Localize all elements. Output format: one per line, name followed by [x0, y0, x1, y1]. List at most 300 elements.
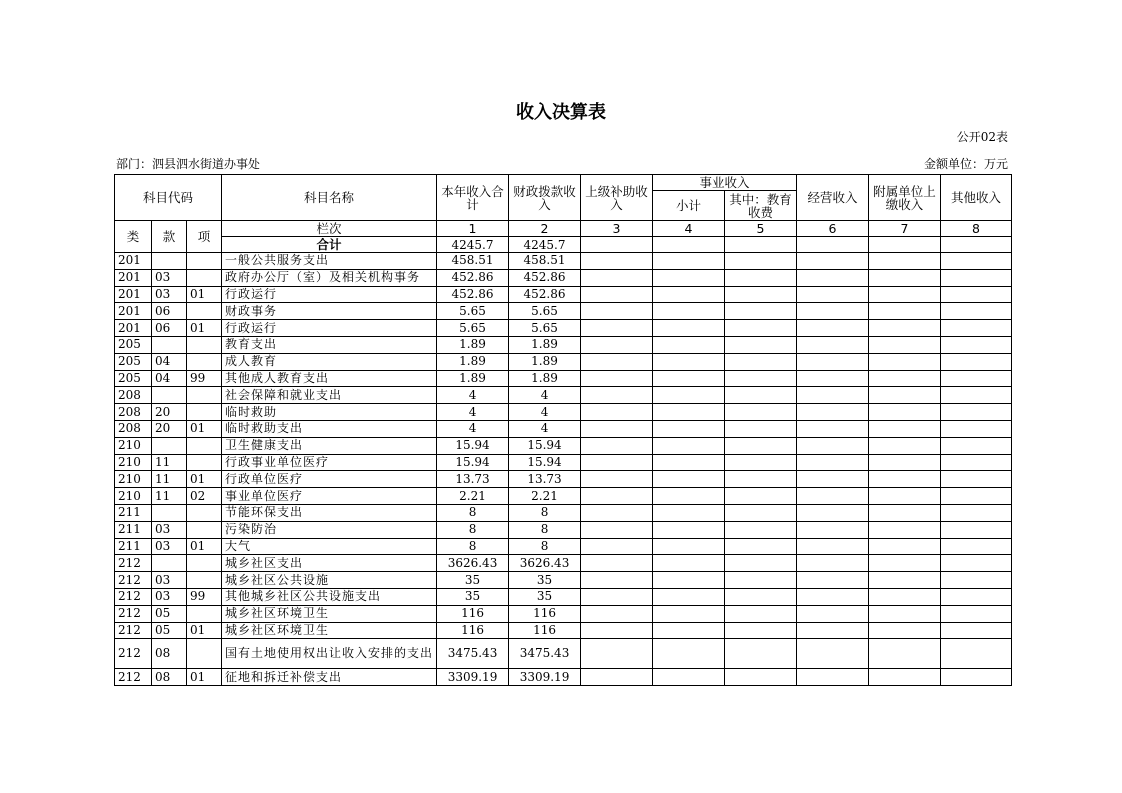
cell-kuan: 06 — [152, 303, 187, 320]
cell-lei: 212 — [115, 639, 152, 669]
table-row — [115, 286, 1012, 303]
cell-empty — [725, 404, 797, 421]
cell-empty — [797, 454, 869, 471]
col-no-2: 2 — [509, 221, 581, 237]
cell-empty — [581, 488, 653, 505]
cell-annual-total: 5.65 — [437, 320, 509, 337]
table-row — [115, 387, 1012, 404]
page-title: 收入决算表 — [516, 102, 606, 123]
cell-name: 卫生健康支出 — [222, 437, 437, 454]
cell-fiscal: 1.89 — [509, 370, 581, 387]
cell-fiscal: 4 — [509, 404, 581, 421]
cell-kuan: 11 — [152, 471, 187, 488]
table-row — [115, 622, 1012, 639]
cell-empty — [581, 454, 653, 471]
cell-xiang — [187, 437, 222, 454]
cell-lei: 212 — [115, 622, 152, 639]
cell-empty — [725, 639, 797, 669]
cell-empty — [581, 521, 653, 538]
cell-empty — [869, 488, 941, 505]
table-row — [115, 605, 1012, 622]
cell-empty — [941, 420, 1012, 437]
cell-annual-total: 35 — [437, 572, 509, 589]
cell-empty — [869, 437, 941, 454]
cell-empty — [653, 669, 725, 686]
table-row — [115, 437, 1012, 454]
cell-empty — [797, 404, 869, 421]
cell-empty — [653, 303, 725, 320]
col-no-3: 3 — [581, 221, 653, 237]
cell-empty — [869, 538, 941, 555]
cell-name: 事业单位医疗 — [222, 488, 437, 505]
cell-annual-total: 13.73 — [437, 471, 509, 488]
cell-kuan: 20 — [152, 420, 187, 437]
cell-empty — [869, 588, 941, 605]
cell-xiang — [187, 639, 222, 669]
cell-fiscal: 116 — [509, 605, 581, 622]
table-row — [115, 488, 1012, 505]
cell-empty — [725, 605, 797, 622]
cell-empty — [725, 286, 797, 303]
table-row — [115, 320, 1012, 337]
cell-empty — [869, 320, 941, 337]
cell-empty — [869, 303, 941, 320]
cell-empty — [797, 588, 869, 605]
cell-empty — [725, 588, 797, 605]
cell-empty — [725, 538, 797, 555]
cell-empty — [725, 320, 797, 337]
cell-empty — [581, 269, 653, 286]
cell-empty — [653, 639, 725, 669]
cell-name: 大气 — [222, 538, 437, 555]
cell-xiang — [187, 605, 222, 622]
cell-empty — [797, 303, 869, 320]
cell-empty — [869, 420, 941, 437]
cell-empty — [653, 454, 725, 471]
cell-annual-total: 4 — [437, 420, 509, 437]
table-row — [115, 303, 1012, 320]
cell-empty — [581, 320, 653, 337]
cell-xiang: 01 — [187, 471, 222, 488]
cell-annual-total: 35 — [437, 588, 509, 605]
cell-xiang: 02 — [187, 488, 222, 505]
cell-empty — [941, 336, 1012, 353]
table-row — [115, 504, 1012, 521]
cell-xiang — [187, 454, 222, 471]
cell-empty — [941, 404, 1012, 421]
cell-empty — [653, 488, 725, 505]
cell-xiang — [187, 572, 222, 589]
cell-name: 行政事业单位医疗 — [222, 454, 437, 471]
table-row — [115, 588, 1012, 605]
cell-kuan: 08 — [152, 639, 187, 669]
cell-empty — [941, 320, 1012, 337]
cell-fiscal: 1.89 — [509, 336, 581, 353]
table-row — [115, 538, 1012, 555]
cell-annual-total: 8 — [437, 538, 509, 555]
cell-empty — [725, 471, 797, 488]
cell-empty — [653, 471, 725, 488]
cell-empty — [869, 404, 941, 421]
cell-empty — [725, 303, 797, 320]
cell-empty — [797, 555, 869, 572]
cell-xiang: 01 — [187, 320, 222, 337]
cell-name: 国有土地使用权出让收入安排的支出 — [222, 639, 437, 669]
cell-fiscal: 3309.19 — [509, 669, 581, 686]
form-number: 公开02表 — [956, 130, 1008, 144]
cell-empty — [725, 521, 797, 538]
cell-lei: 201 — [115, 320, 152, 337]
cell-kuan: 03 — [152, 269, 187, 286]
cell-annual-total: 1.89 — [437, 353, 509, 370]
col-no-8: 8 — [941, 221, 1012, 237]
cell-fiscal: 35 — [509, 588, 581, 605]
cell-kuan: 05 — [152, 605, 187, 622]
cell-lei: 201 — [115, 253, 152, 270]
cell-empty — [941, 488, 1012, 505]
cell-empty — [725, 387, 797, 404]
cell-annual-total: 15.94 — [437, 454, 509, 471]
cell-lei: 208 — [115, 387, 152, 404]
cell-annual-total: 4 — [437, 404, 509, 421]
cell-name: 城乡社区环境卫生 — [222, 622, 437, 639]
col-no-1: 1 — [437, 221, 509, 237]
cell-fiscal: 3626.43 — [509, 555, 581, 572]
cell-empty — [869, 605, 941, 622]
cell-empty — [581, 588, 653, 605]
cell-empty — [653, 370, 725, 387]
cell-empty — [941, 538, 1012, 555]
cell-fiscal: 8 — [509, 538, 581, 555]
cell-empty — [797, 370, 869, 387]
cell-xiang: 01 — [187, 286, 222, 303]
cell-empty — [725, 253, 797, 270]
header-operating: 经营收入 — [797, 175, 869, 221]
cell-empty — [941, 555, 1012, 572]
cell-empty — [653, 320, 725, 337]
cell-empty — [725, 437, 797, 454]
cell-xiang — [187, 269, 222, 286]
cell-lei: 210 — [115, 488, 152, 505]
cell-empty — [725, 420, 797, 437]
cell-empty — [725, 336, 797, 353]
cell-name: 行政运行 — [222, 320, 437, 337]
cell-empty — [941, 521, 1012, 538]
total-annual: 4245.7 — [437, 237, 509, 253]
table-row — [115, 269, 1012, 286]
cell-empty — [941, 504, 1012, 521]
cell-lei: 212 — [115, 572, 152, 589]
cell-empty — [653, 504, 725, 521]
cell-empty — [869, 454, 941, 471]
cell-empty — [869, 387, 941, 404]
cell-kuan — [152, 336, 187, 353]
cell-empty — [941, 303, 1012, 320]
cell-empty — [581, 471, 653, 488]
table-row — [115, 555, 1012, 572]
cell-empty — [581, 605, 653, 622]
cell-empty — [653, 437, 725, 454]
cell-empty — [581, 286, 653, 303]
cell-empty — [653, 572, 725, 589]
cell-empty — [869, 471, 941, 488]
cell-empty — [725, 454, 797, 471]
cell-empty — [581, 420, 653, 437]
table-body — [115, 253, 1012, 686]
cell-xiang — [187, 404, 222, 421]
cell-kuan: 03 — [152, 572, 187, 589]
cell-name: 城乡社区支出 — [222, 555, 437, 572]
col-no-4: 4 — [653, 221, 725, 237]
cell-empty — [581, 353, 653, 370]
cell-fiscal: 8 — [509, 521, 581, 538]
cell-kuan: 04 — [152, 353, 187, 370]
cell-empty — [869, 622, 941, 639]
cell-lei: 210 — [115, 471, 152, 488]
cell-fiscal: 116 — [509, 622, 581, 639]
cell-empty — [797, 320, 869, 337]
cell-empty — [725, 622, 797, 639]
cell-lei: 212 — [115, 588, 152, 605]
cell-empty — [581, 538, 653, 555]
header-education: 其中：教育收费 — [725, 191, 797, 221]
cell-lei: 212 — [115, 555, 152, 572]
cell-fiscal: 458.51 — [509, 253, 581, 270]
cell-empty — [581, 253, 653, 270]
table-row — [115, 639, 1012, 669]
cell-name: 征地和拆迁补偿支出 — [222, 669, 437, 686]
cell-fiscal: 5.65 — [509, 303, 581, 320]
cell-name: 城乡社区环境卫生 — [222, 605, 437, 622]
col-no-6: 6 — [797, 221, 869, 237]
cell-fiscal: 2.21 — [509, 488, 581, 505]
cell-empty — [797, 269, 869, 286]
cell-kuan — [152, 555, 187, 572]
cell-empty — [725, 353, 797, 370]
cell-annual-total: 1.89 — [437, 370, 509, 387]
cell-empty — [581, 669, 653, 686]
cell-kuan: 11 — [152, 488, 187, 505]
cell-empty — [725, 555, 797, 572]
cell-annual-total: 452.86 — [437, 269, 509, 286]
cell-empty — [797, 538, 869, 555]
cell-kuan: 05 — [152, 622, 187, 639]
cell-annual-total: 116 — [437, 605, 509, 622]
cell-empty — [797, 605, 869, 622]
unit-label: 金额单位：万元 — [923, 157, 1008, 171]
cell-empty — [797, 639, 869, 669]
cell-fiscal: 15.94 — [509, 437, 581, 454]
cell-empty — [725, 269, 797, 286]
cell-empty — [941, 669, 1012, 686]
cell-lei: 208 — [115, 404, 152, 421]
cell-empty — [725, 370, 797, 387]
cell-annual-total: 458.51 — [437, 253, 509, 270]
cell-empty — [581, 572, 653, 589]
cell-lei: 205 — [115, 353, 152, 370]
cell-empty — [797, 420, 869, 437]
cell-empty — [653, 555, 725, 572]
cell-empty — [581, 336, 653, 353]
cell-empty — [869, 353, 941, 370]
cell-fiscal: 1.89 — [509, 353, 581, 370]
cell-empty — [797, 521, 869, 538]
total-fiscal: 4245.7 — [509, 237, 581, 253]
table-row — [115, 521, 1012, 538]
cell-name: 城乡社区公共设施 — [222, 572, 437, 589]
header-fiscal: 财政拨款收入 — [509, 175, 581, 221]
cell-kuan — [152, 437, 187, 454]
cell-xiang: 01 — [187, 538, 222, 555]
cell-empty — [797, 353, 869, 370]
cell-empty — [941, 639, 1012, 669]
table-row — [115, 353, 1012, 370]
cell-name: 其他城乡社区公共设施支出 — [222, 588, 437, 605]
header-lanci: 栏次 — [222, 221, 437, 237]
cell-empty — [869, 504, 941, 521]
cell-lei: 201 — [115, 303, 152, 320]
cell-name: 财政事务 — [222, 303, 437, 320]
cell-name: 其他成人教育支出 — [222, 370, 437, 387]
cell-name: 节能环保支出 — [222, 504, 437, 521]
cell-fiscal: 4 — [509, 387, 581, 404]
cell-kuan: 04 — [152, 370, 187, 387]
cell-fiscal: 5.65 — [509, 320, 581, 337]
cell-empty — [869, 555, 941, 572]
cell-kuan: 20 — [152, 404, 187, 421]
cell-empty — [581, 622, 653, 639]
cell-lei: 201 — [115, 286, 152, 303]
cell-empty — [869, 336, 941, 353]
cell-empty — [581, 639, 653, 669]
cell-empty — [869, 521, 941, 538]
cell-name: 临时救助 — [222, 404, 437, 421]
cell-empty — [653, 336, 725, 353]
cell-empty — [653, 387, 725, 404]
cell-empty — [797, 471, 869, 488]
cell-lei: 211 — [115, 521, 152, 538]
cell-name: 一般公共服务支出 — [222, 253, 437, 270]
header-xiang: 项 — [187, 221, 222, 253]
cell-xiang — [187, 504, 222, 521]
cell-xiang — [187, 336, 222, 353]
cell-empty — [653, 538, 725, 555]
header-lei: 类 — [115, 221, 152, 253]
cell-annual-total: 8 — [437, 504, 509, 521]
cell-lei: 210 — [115, 454, 152, 471]
cell-name: 行政运行 — [222, 286, 437, 303]
cell-empty — [797, 669, 869, 686]
header-affiliated: 附属单位上缴收入 — [869, 175, 941, 221]
cell-empty — [941, 253, 1012, 270]
cell-empty — [941, 387, 1012, 404]
cell-name: 行政单位医疗 — [222, 471, 437, 488]
cell-lei: 212 — [115, 605, 152, 622]
cell-empty — [581, 504, 653, 521]
cell-xiang — [187, 555, 222, 572]
cell-xiang: 01 — [187, 622, 222, 639]
cell-empty — [581, 387, 653, 404]
table-row — [115, 336, 1012, 353]
cell-annual-total: 4 — [437, 387, 509, 404]
cell-empty — [653, 420, 725, 437]
cell-empty — [581, 303, 653, 320]
cell-kuan — [152, 504, 187, 521]
cell-empty — [869, 269, 941, 286]
cell-empty — [653, 622, 725, 639]
cell-name: 政府办公厅（室）及相关机构事务 — [222, 269, 437, 286]
cell-empty — [653, 353, 725, 370]
cell-annual-total: 452.86 — [437, 286, 509, 303]
cell-xiang: 01 — [187, 669, 222, 686]
cell-empty — [941, 353, 1012, 370]
cell-empty — [725, 504, 797, 521]
cell-xiang — [187, 353, 222, 370]
table-row — [115, 404, 1012, 421]
cell-kuan: 03 — [152, 588, 187, 605]
cell-kuan: 06 — [152, 320, 187, 337]
cell-xiang — [187, 521, 222, 538]
cell-annual-total: 1.89 — [437, 336, 509, 353]
cell-name: 污染防治 — [222, 521, 437, 538]
cell-empty — [941, 572, 1012, 589]
cell-xiang — [187, 303, 222, 320]
header-other: 其他收入 — [941, 175, 1012, 221]
cell-fiscal: 35 — [509, 572, 581, 589]
cell-empty — [653, 404, 725, 421]
cell-kuan: 03 — [152, 521, 187, 538]
header-kuan: 款 — [152, 221, 187, 253]
cell-empty — [797, 336, 869, 353]
table-row — [115, 572, 1012, 589]
cell-lei: 201 — [115, 269, 152, 286]
cell-empty — [581, 370, 653, 387]
cell-name: 成人教育 — [222, 353, 437, 370]
cell-annual-total: 3475.43 — [437, 639, 509, 669]
table-row — [115, 253, 1012, 270]
cell-empty — [653, 253, 725, 270]
cell-fiscal: 4 — [509, 420, 581, 437]
income-table — [114, 174, 1012, 686]
cell-empty — [797, 286, 869, 303]
cell-empty — [869, 572, 941, 589]
cell-kuan: 11 — [152, 454, 187, 471]
cell-annual-total: 15.94 — [437, 437, 509, 454]
cell-lei: 205 — [115, 336, 152, 353]
cell-empty — [941, 269, 1012, 286]
table-row — [115, 454, 1012, 471]
col-no-7: 7 — [869, 221, 941, 237]
cell-empty — [797, 572, 869, 589]
cell-fiscal: 8 — [509, 504, 581, 521]
cell-fiscal: 13.73 — [509, 471, 581, 488]
cell-empty — [941, 471, 1012, 488]
cell-annual-total: 116 — [437, 622, 509, 639]
cell-kuan — [152, 253, 187, 270]
cell-lei: 212 — [115, 669, 152, 686]
cell-empty — [797, 504, 869, 521]
cell-lei: 210 — [115, 437, 152, 454]
cell-empty — [869, 286, 941, 303]
cell-lei: 205 — [115, 370, 152, 387]
cell-annual-total: 3626.43 — [437, 555, 509, 572]
cell-kuan: 03 — [152, 538, 187, 555]
cell-xiang: 01 — [187, 420, 222, 437]
header-business: 事业收入 — [653, 175, 797, 191]
table-row — [115, 420, 1012, 437]
cell-name: 社会保障和就业支出 — [222, 387, 437, 404]
cell-fiscal: 15.94 — [509, 454, 581, 471]
